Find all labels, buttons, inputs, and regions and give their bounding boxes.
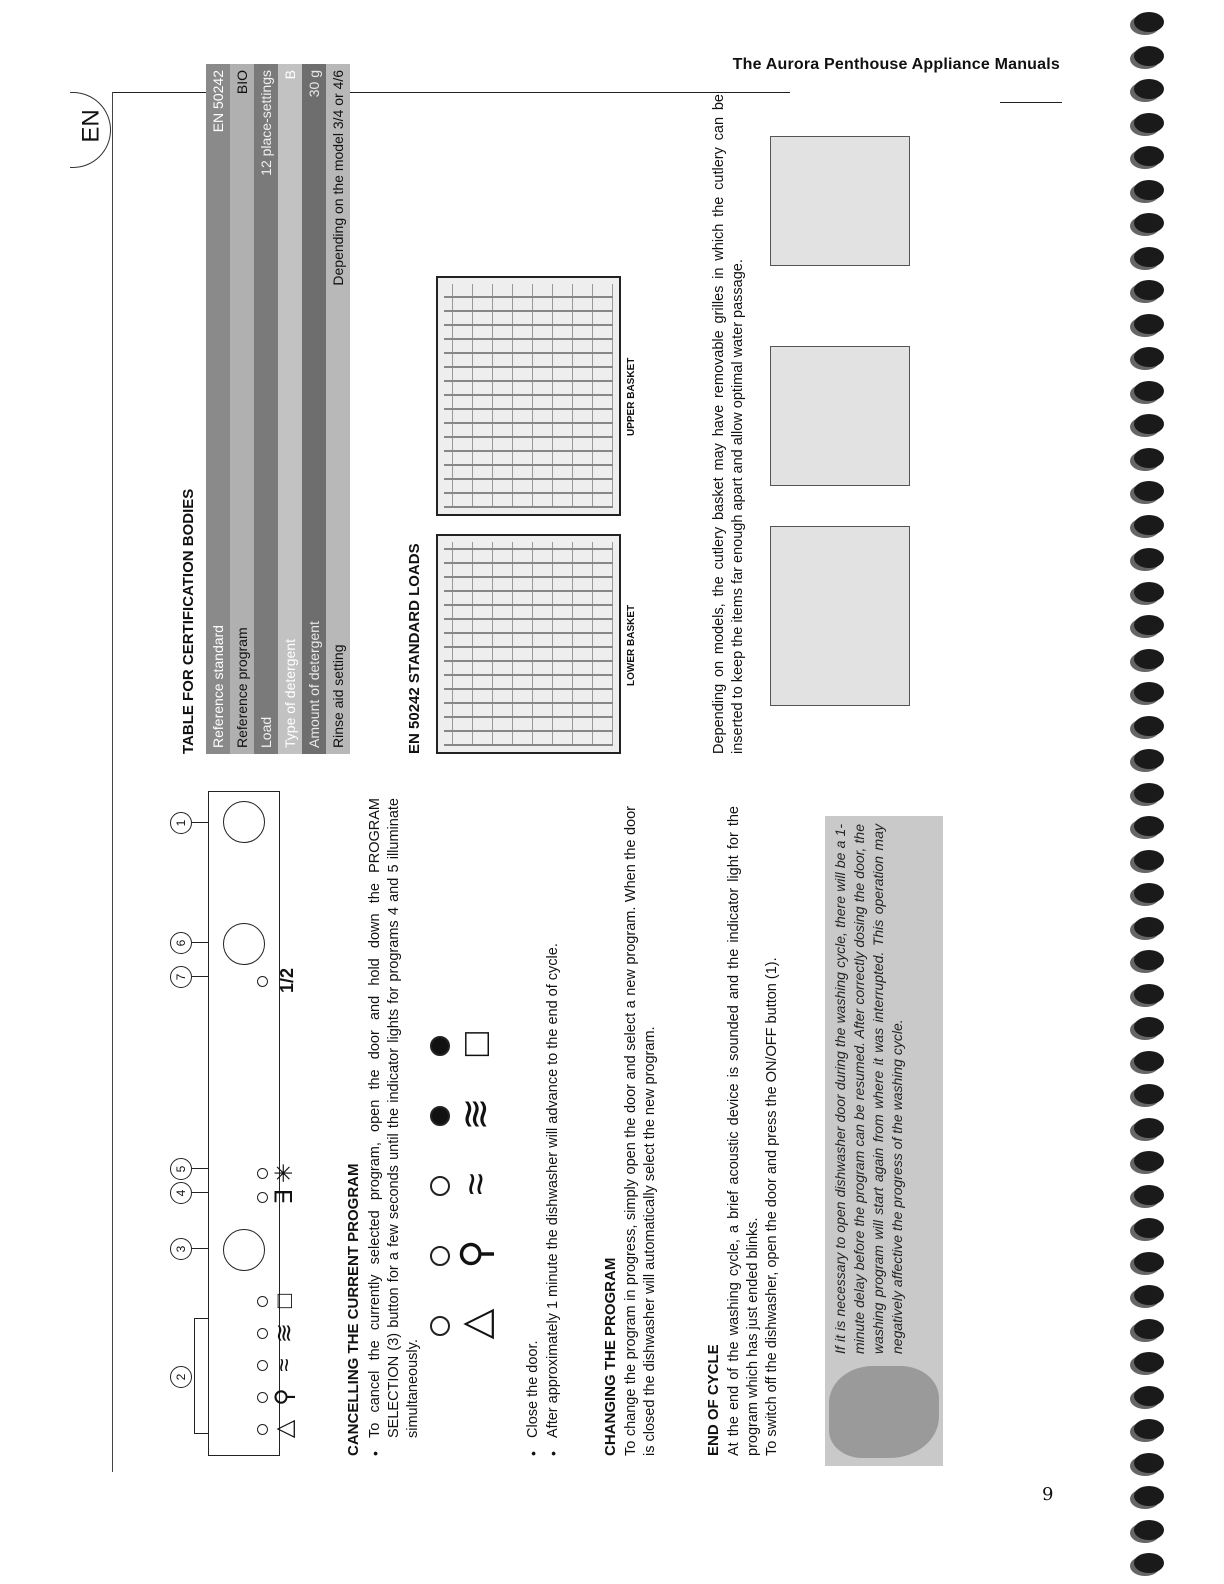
binding-ring [1134, 950, 1164, 970]
certification-row [230, 64, 254, 754]
certification-label: Amount of detergent [306, 621, 322, 748]
binding-ring [1134, 79, 1164, 99]
half-load-label: 1/2 [277, 967, 297, 993]
intensive-large-icon: △ [454, 1308, 498, 1340]
standard-loads-title: EN 50242 STANDARD LOADS [406, 543, 423, 754]
callout-7-leader [192, 976, 208, 977]
binding-ring [1134, 1486, 1164, 1506]
binding-ring [1134, 1520, 1164, 1540]
led-intensive [257, 1424, 268, 1435]
indicator-bio-off [430, 1176, 450, 1196]
binding-ring [1134, 816, 1164, 836]
binding-ring [1134, 1453, 1164, 1473]
binding-ring [1134, 381, 1164, 401]
indicator-rapid-on [430, 1106, 450, 1126]
bio-large-icon: ≈ [454, 1173, 498, 1195]
callout-3: 3 [170, 1238, 192, 1260]
glass-program-icon: ⚲ [271, 1388, 298, 1406]
led-soak [257, 1296, 268, 1307]
callout-3-leader [192, 1248, 208, 1249]
end-cycle-switch-off: To switch off the dishwasher, open the door and press the ON/OFF button (1). [764, 957, 780, 1456]
certification-table [206, 64, 350, 754]
on-off-button[interactable] [223, 801, 265, 843]
indicator-soak-on [430, 1036, 450, 1056]
page-number: 9 [1042, 1484, 1054, 1505]
certification-label: Load [258, 716, 274, 748]
warning-note-text: If it is necessary to open dishwasher door during the washing cycle, there will be a 1-minute delay before the program can be resumed. After correctly dosing the door, the washing program will start again from where it was interrupted. This operation may negatively affective the progress of the washing cycle. [832, 824, 905, 1354]
callout-7: 7 [170, 966, 192, 988]
header-rule-short [1000, 102, 1062, 103]
binding-ring [1134, 582, 1164, 602]
binding-ring [1134, 481, 1164, 501]
panel-outline [208, 791, 298, 1456]
glass-large-icon: ⚲ [454, 1239, 498, 1269]
binding-ring [1134, 783, 1164, 803]
binding-ring [1134, 1185, 1164, 1205]
rotated-content [170, 70, 960, 1466]
changing-title: CHANGING THE PROGRAM [602, 1257, 619, 1456]
led-glass [257, 1392, 268, 1403]
binding-ring [1134, 548, 1164, 568]
bio-program-icon: ≈ [271, 1358, 298, 1372]
binding-ring [1134, 347, 1164, 367]
rapid-program-icon: ≋ [271, 1322, 298, 1344]
led-rinse-aid [257, 1168, 268, 1179]
soak-large-icon: □ [454, 1031, 498, 1057]
binding-ring [1134, 414, 1164, 434]
binding-ring [1134, 12, 1164, 32]
cancelling-step-3: • After approximately 1 minute the dishwasher will advance to the end of cycle. [544, 798, 563, 1438]
binding-ring [1134, 917, 1164, 937]
binding-ring [1134, 515, 1164, 535]
callout-1: 1 [170, 812, 192, 834]
half-load-button[interactable] [223, 923, 265, 965]
mascot-illustration [829, 1366, 939, 1458]
warning-note [825, 816, 943, 1466]
certification-value: Depending on the model 3/4 or 4/6 [330, 70, 346, 286]
callout-6-leader [192, 942, 208, 943]
cutlery-basket-text: Depending on models, the cutlery basket may have removable grilles in which the cutlery can be inserted to keep the items far enough apart and allow optimal water passage. [711, 94, 746, 754]
callout-6: 6 [170, 932, 192, 954]
binding-ring [1134, 1151, 1164, 1171]
certification-value: BIO [234, 70, 250, 95]
binding-ring [1134, 213, 1164, 233]
callout-4: 4 [170, 1182, 192, 1204]
certification-label: Rinse aid setting [330, 644, 346, 748]
cutlery-grille-detail-illustration [770, 136, 910, 266]
binding-ring [1134, 1386, 1164, 1406]
callout-2: 2 [170, 1366, 192, 1388]
cancelling-step-2: • Close the door. [524, 1340, 543, 1438]
indicator-glass-off [430, 1246, 450, 1266]
callout-1-leader [192, 822, 208, 823]
binding-ring [1134, 1319, 1164, 1339]
certification-title: TABLE FOR CERTIFICATION BODIES [180, 488, 197, 754]
binding-ring [1134, 448, 1164, 468]
binding-ring [1134, 615, 1164, 635]
binding-ring [1134, 1218, 1164, 1238]
binding-ring [1134, 749, 1164, 769]
binding-ring [1134, 314, 1164, 334]
binding-ring [1134, 46, 1164, 66]
cutlery-grille-illustration [770, 346, 910, 486]
rinse-aid-icon: ✳ [271, 1162, 298, 1184]
led-salt [257, 1192, 268, 1203]
binding-ring [1134, 1118, 1164, 1138]
binding-ring [1134, 716, 1164, 736]
cancelling-title: CANCELLING THE CURRENT PROGRAM [345, 1163, 362, 1456]
cancelling-step-1: • To cancel the currently selected program, open the door and hold down the PROGRAM SELECTION (3) button for a few seconds until the indicator lights for programs 4 and 5 illuminate simultaneously. [366, 798, 423, 1438]
left-margin-rule [112, 92, 113, 1472]
binding-ring [1134, 883, 1164, 903]
certification-label: Type of detergent [282, 639, 298, 748]
intensive-program-icon: △ [271, 1419, 298, 1439]
binding-ring [1134, 850, 1164, 870]
callout-4-leader [192, 1192, 208, 1193]
end-cycle-title: END OF CYCLE [705, 1344, 722, 1456]
certification-value: EN 50242 [210, 70, 226, 133]
soak-program-icon: □ [271, 1293, 298, 1309]
certification-value: 30 g [306, 70, 322, 98]
certification-value: 12 place-settings [258, 70, 274, 176]
led-half-load [257, 976, 268, 987]
program-leds-bracket [194, 1318, 208, 1434]
lower-basket-illustration [436, 534, 621, 754]
binding-ring [1134, 682, 1164, 702]
certification-value: B [282, 70, 298, 80]
certification-label: Reference standard [210, 625, 226, 748]
upper-basket-label: UPPER BASKET [626, 357, 637, 436]
spiral-binding [1122, 0, 1182, 1584]
control-panel-diagram [170, 786, 470, 1466]
salt-warning-icon: ∃ [271, 1189, 298, 1205]
cutlery-basket-illustration [770, 526, 910, 706]
certification-row [278, 64, 302, 754]
binding-ring [1134, 1051, 1164, 1071]
binding-ring [1134, 1352, 1164, 1372]
binding-ring [1134, 984, 1164, 1004]
header-title: The Aurora Penthouse Appliance Manuals [732, 56, 1060, 73]
binding-ring [1134, 1285, 1164, 1305]
binding-ring [1134, 113, 1164, 133]
certification-label: Reference program [234, 627, 250, 748]
binding-ring [1134, 280, 1164, 300]
certification-row [302, 64, 326, 754]
led-rapid [257, 1328, 268, 1339]
callout-5: 5 [170, 1158, 192, 1180]
upper-basket-illustration [436, 276, 621, 516]
binding-ring [1134, 1252, 1164, 1272]
binding-ring [1134, 146, 1164, 166]
end-cycle-text: At the end of the washing cycle, a brief acoustic device is sounded and the indicator light for the program which has just ended blinks. [726, 806, 761, 1456]
callout-5-leader [192, 1168, 208, 1169]
binding-ring [1134, 1553, 1164, 1573]
indicator-intensive-off [430, 1316, 450, 1336]
certification-row [254, 64, 278, 754]
certification-row [206, 64, 230, 754]
binding-ring [1134, 1419, 1164, 1439]
language-label: EN [77, 109, 105, 143]
certification-row [326, 64, 350, 754]
binding-ring [1134, 247, 1164, 267]
led-bio [257, 1360, 268, 1371]
lower-basket-label: LOWER BASKET [626, 604, 637, 686]
binding-ring [1134, 180, 1164, 200]
rapid-large-icon: ≋ [454, 1097, 498, 1131]
binding-ring [1134, 1017, 1164, 1037]
binding-ring [1134, 649, 1164, 669]
changing-text: To change the program in progress, simply open the door and select a new program. When the door is closed the dishwasher will automatically select the new program. [623, 806, 658, 1456]
program-selection-button[interactable] [223, 1229, 265, 1271]
binding-ring [1134, 1084, 1164, 1104]
